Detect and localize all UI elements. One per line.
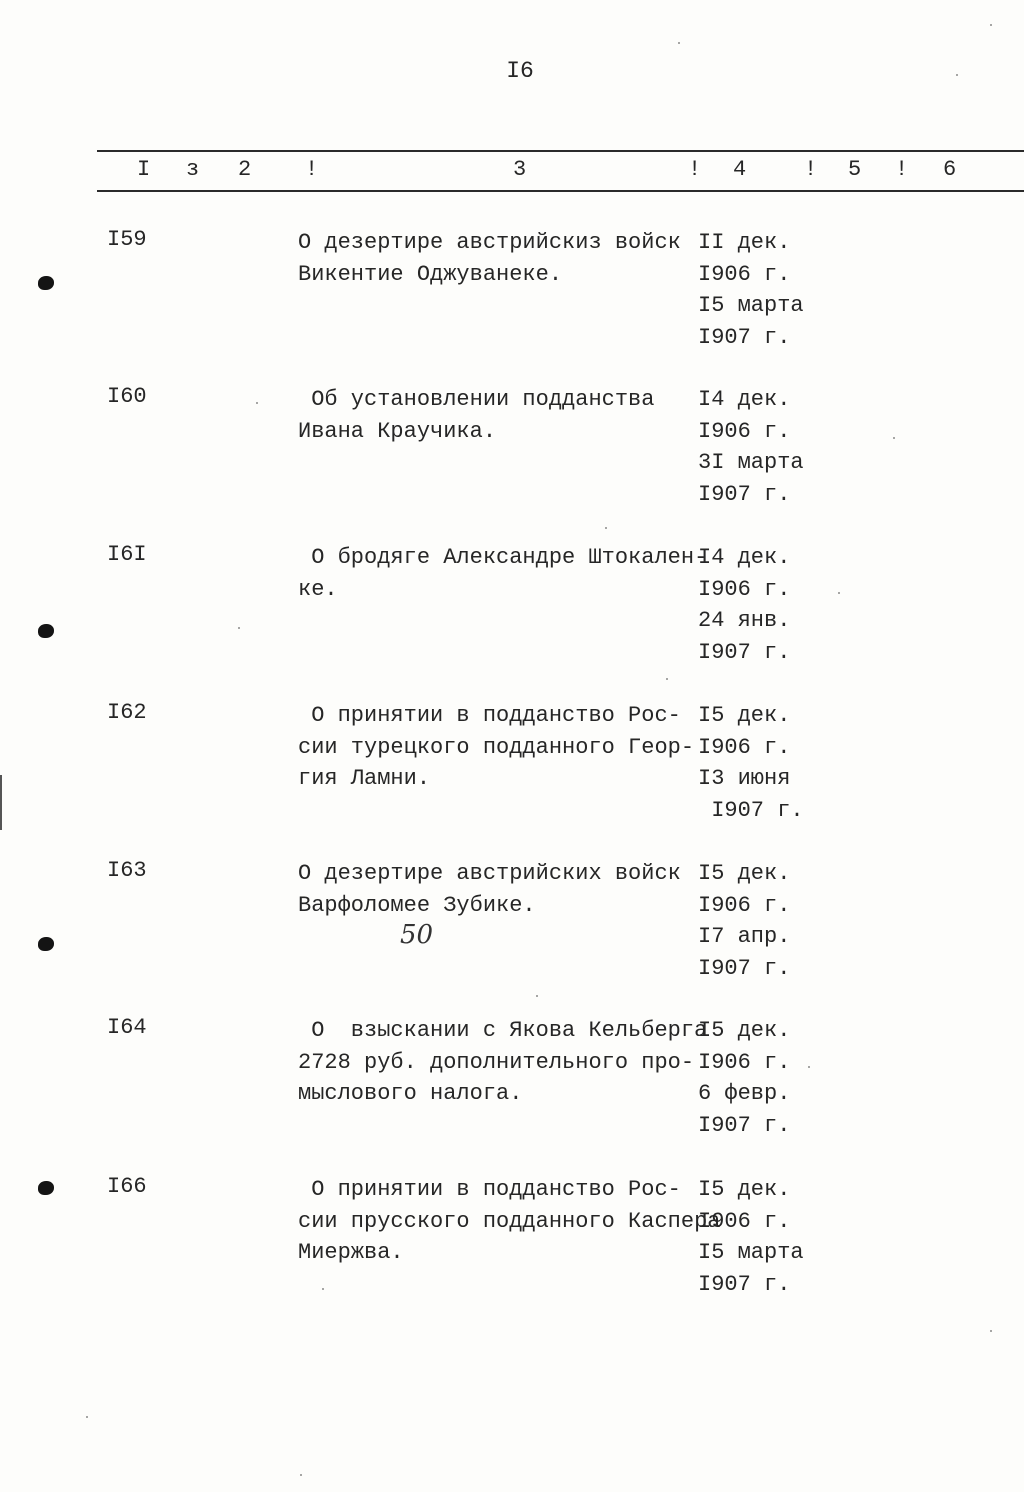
scan-speck <box>808 1066 810 1068</box>
entry-subject <box>298 1015 707 1110</box>
entry-dates <box>698 1015 790 1141</box>
date-line: I5 марта <box>698 1240 804 1265</box>
subject-line: гия Ламни. <box>298 766 431 791</box>
subject-line: ке. <box>298 576 338 602</box>
date-line: 6 февр. <box>698 1081 791 1106</box>
entry-number: I63 <box>107 858 147 883</box>
header-col-2: 2 <box>238 157 252 182</box>
header-separator: ! <box>804 157 818 182</box>
entry-subject <box>298 700 694 795</box>
entry-subject <box>298 1174 720 1269</box>
scan-speck <box>322 1288 324 1290</box>
subject-line: О принятии в подданство Рос- <box>298 703 681 728</box>
subject-line: О взыскании с Якова Кельберга <box>298 1018 708 1043</box>
subject-line: 2728 руб. дополнительного про- <box>298 1049 695 1075</box>
scan-speck <box>666 678 668 680</box>
date-line: I906 г. <box>698 734 791 760</box>
date-line: I4 дек. <box>698 545 791 570</box>
header-col-6: 6 <box>943 157 957 182</box>
punch-hole <box>38 624 54 638</box>
date-line: I907 г. <box>698 797 804 823</box>
list-item <box>0 700 1024 840</box>
date-line: I907 г. <box>698 1112 791 1138</box>
scan-speck <box>536 995 538 997</box>
entry-dates <box>698 227 804 353</box>
date-line: I907 г. <box>698 1271 791 1297</box>
list-item <box>0 384 1024 524</box>
subject-line: О принятии в подданство Рос- <box>298 1177 681 1202</box>
date-line: I907 г. <box>698 955 791 981</box>
date-line: I5 дек. <box>698 861 791 886</box>
date-line: I5 дек. <box>698 1177 791 1202</box>
scan-speck <box>605 527 607 529</box>
header-separator: ! <box>305 157 319 182</box>
punch-hole <box>38 276 54 290</box>
header-separator: ! <box>895 157 909 182</box>
date-line: I7 апр. <box>698 924 791 949</box>
subject-line: сии турецкого подданного Геор- <box>298 734 695 760</box>
scan-speck <box>238 627 240 629</box>
entry-subject <box>298 542 707 605</box>
table-header-bottom-rule <box>97 190 1024 192</box>
date-line: I906 г. <box>698 1049 791 1075</box>
entry-number: I66 <box>107 1174 147 1199</box>
table-header-top-rule <box>97 150 1024 152</box>
date-line: I907 г. <box>698 481 791 507</box>
scan-speck <box>86 1416 88 1418</box>
entry-dates <box>698 542 790 668</box>
header-col-5: 5 <box>848 157 862 182</box>
header-col-mark: ɜ <box>186 157 200 182</box>
date-line: I906 г. <box>698 261 791 287</box>
entry-number: I64 <box>107 1015 147 1040</box>
subject-line: О бродяге Александре Штокален- <box>298 545 708 570</box>
entry-subject <box>298 858 681 921</box>
list-item <box>0 227 1024 367</box>
handwritten-annotation: 50 <box>400 920 434 950</box>
date-line: I906 г. <box>698 892 791 918</box>
date-line: I5 дек. <box>698 703 791 728</box>
date-line: I906 г. <box>698 1208 791 1234</box>
date-line: I5 дек. <box>698 1018 791 1043</box>
entry-number: I62 <box>107 700 147 725</box>
header-col-3: 3 <box>513 157 527 182</box>
subject-line: Миержва. <box>298 1240 404 1265</box>
date-line: I3 июня <box>698 766 791 791</box>
date-line: 24 янв. <box>698 608 791 633</box>
list-item <box>0 542 1024 682</box>
date-line: I4 дек. <box>698 387 791 412</box>
entry-number: I59 <box>107 227 147 252</box>
scan-speck <box>990 24 992 26</box>
margin-mark <box>0 775 2 830</box>
date-line: I907 г. <box>698 639 791 665</box>
scan-speck <box>838 592 840 594</box>
entry-subject <box>298 227 681 290</box>
page-number: I6 <box>506 58 534 84</box>
date-line: I907 г. <box>698 324 791 350</box>
subject-line: сии прусского подданного Каспера <box>298 1208 721 1234</box>
scan-speck <box>256 402 258 404</box>
subject-line: О дезертире австрийскиз войск <box>298 230 681 255</box>
scan-speck <box>300 1474 302 1476</box>
entry-subject <box>298 384 654 447</box>
subject-line: О дезертире австрийских войск <box>298 861 681 886</box>
subject-line: Викентие Оджуванеке. <box>298 261 563 287</box>
date-line: I5 марта <box>698 293 804 318</box>
scan-speck <box>678 42 680 44</box>
list-item <box>0 1174 1024 1314</box>
punch-hole <box>38 937 54 951</box>
header-col-4: 4 <box>733 157 747 182</box>
date-line: I906 г. <box>698 418 791 444</box>
list-item <box>0 858 1024 998</box>
scan-speck <box>990 1330 992 1332</box>
subject-line: Ивана Краучика. <box>298 418 497 444</box>
date-line: 3I марта <box>698 450 804 475</box>
scan-speck <box>956 74 958 76</box>
entry-dates <box>698 1174 804 1300</box>
entry-dates <box>698 858 790 984</box>
subject-line: Варфоломее Зубике. <box>298 892 536 918</box>
entry-dates <box>698 384 804 510</box>
list-item <box>0 1015 1024 1155</box>
entry-number: I60 <box>107 384 147 409</box>
header-separator: ! <box>688 157 702 182</box>
subject-line: Об установлении подданства <box>298 387 655 412</box>
header-col-1: I <box>137 157 151 182</box>
punch-hole <box>38 1181 54 1195</box>
date-line: I906 г. <box>698 576 791 602</box>
scan-speck <box>893 437 895 439</box>
date-line: II дек. <box>698 230 791 255</box>
entry-number: I6I <box>107 542 147 567</box>
entry-dates <box>698 700 804 826</box>
subject-line: мыслового налога. <box>298 1081 523 1106</box>
